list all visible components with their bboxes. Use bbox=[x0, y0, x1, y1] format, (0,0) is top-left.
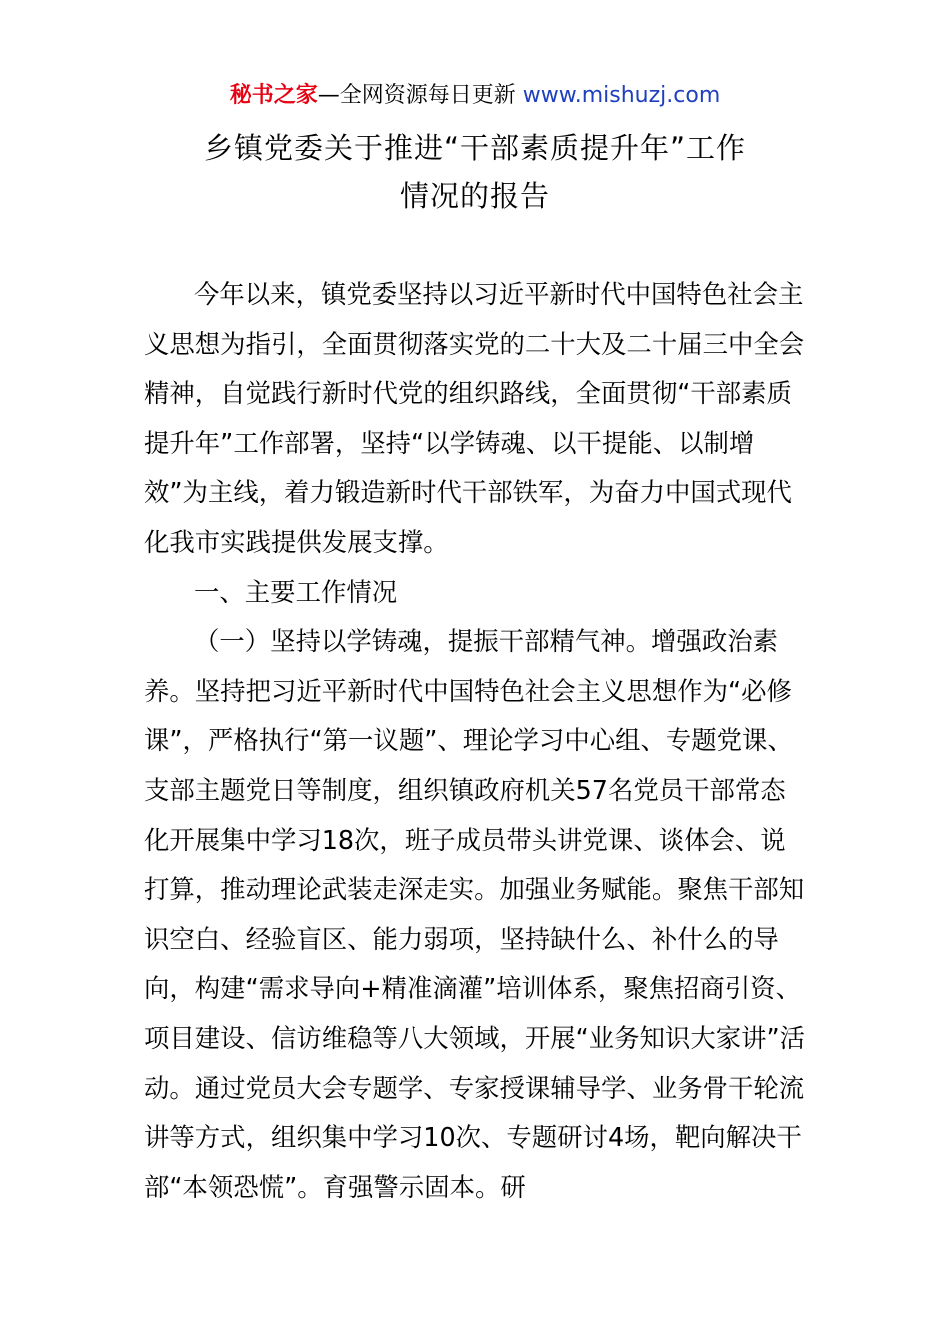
document-body bbox=[144, 270, 808, 1212]
section-heading: 一、主要工作情况 bbox=[194, 576, 398, 607]
section-paragraph: （一）坚持以学铸魂，提振干部精气神。增强政治素养。坚持把习近平新时代中国特色社会主义思想作为“必修课”，严格执行“第一议题”、理论学习中心组、专题党课、支部主题党日等制度，组织镇政府机关57名党员干部常态化开展集中学习18次，班子成员带头讲党课、谈体会、说打算，推动理论武装走深走实。加强业务赋能。聚焦干部知识空白、经验盲区、能力弱项，坚持缺什么、补什么的导向，构建“需求导向+精准滴灌”培训体系，聚焦招商引资、项目建设、信访维稳等八大领域，开展“业务知识大家讲”活动。通过党员大会专题学、专家授课辅导学、业务骨干轮流讲等方式，组织集中学习10次、专题研讨4场，靶向解决干部“本领恐慌”。育强警示固本。研 bbox=[144, 626, 806, 1202]
document-title bbox=[0, 124, 950, 220]
document-title-line-2: 情况的报告 bbox=[399, 179, 550, 213]
site-tagline: —全网资源每日更新 bbox=[317, 83, 523, 108]
intro-paragraph: 今年以来，镇党委坚持以习近平新时代中国特色社会主义思想为指引，全面贯彻落实党的二十大及二十届三中全会精神，自觉践行新时代党的组织路线，全面贯彻“干部素质提升年”工作部署，坚持“以学铸魂、以干提能、以制增效”为主线，着力锻造新时代干部铁军，为奋力中国式现代化我市实践提供发展支撑。 bbox=[144, 279, 805, 557]
site-url[interactable]: www.mishuzj.com bbox=[522, 83, 721, 108]
site-header bbox=[0, 80, 950, 112]
document-title-line-1: 乡镇党委关于推进“干部素质提升年”工作 bbox=[203, 131, 747, 165]
site-brand: 秘书之家 bbox=[229, 83, 318, 108]
